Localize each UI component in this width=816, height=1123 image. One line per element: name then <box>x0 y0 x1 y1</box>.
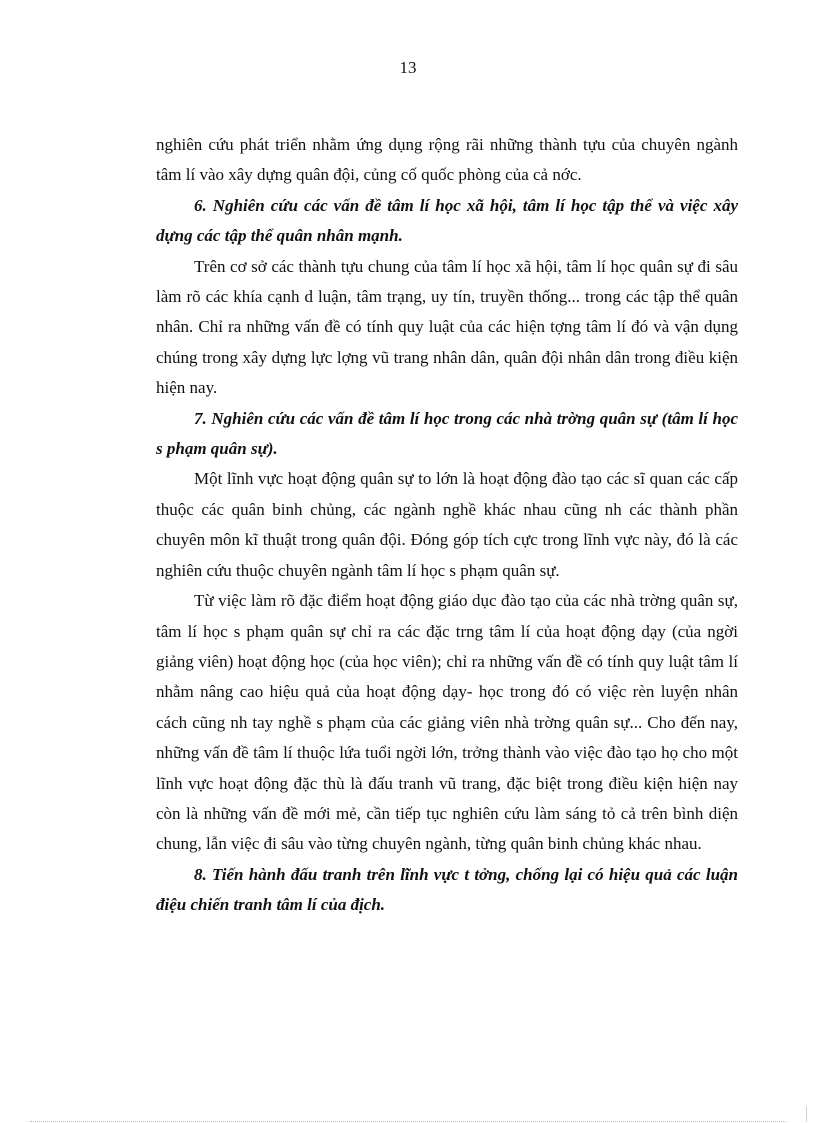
page-corner-mark <box>806 1106 807 1122</box>
paragraph-officer-training: Một lĩnh vực hoạt động quân sự to lớn là hoạt động đào tạo các sĩ quan các cấp thuộc các quân binh chủng, các ngành nghề khác nhau cũng nh các thành phần chuyên môn kĩ thuật trong quân đội. Đóng góp tích cực trong lĩnh vực này, đó là các nghiên cứu thuộc chuyên ngành tâm lí học s phạm quân sự. <box>156 469 738 580</box>
page-number: 13 <box>399 58 417 77</box>
document-body <box>156 130 738 921</box>
paragraph-continuation: nghiên cứu phát triển nhằm ứng dụng rộng rãi những thành tựu của chuyên ngành tâm lí vào xây dựng quân đội, củng cố quốc phòng của cả nớc. <box>156 135 738 185</box>
paragraph-pedagogy: Từ việc làm rõ đặc điểm hoạt động giáo dục đào tạo của các nhà trờng quân sự, tâm lí học s phạm quân sự chỉ ra các đặc trng tâm lí của hoạt động dạy (của ngời giảng viên) hoạt động học (của học viên); chỉ ra những vấn đề có tính quy luật tâm lí nhằm nâng cao hiệu quả của hoạt động dạy- học trong đó có việc rèn luyện nhân cách cũng nh tay nghề s phạm của các giảng viên nhà trờng quân sự... Cho đến nay, những vấn đề tâm lí thuộc lứa tuổi ngời lớn, trởng thành vào việc đào tạo họ cho một lĩnh vực hoạt động đặc thù là đấu tranh vũ trang, đặc biệt trong điều kiện hiện nay còn là những vấn đề mới mẻ, cần tiếp tục nghiên cứu làm sáng tỏ cả trên bình diện chung, lẫn việc đi sâu vào từng chuyên ngành, từng quân binh chủng khác nhau. <box>156 591 738 854</box>
paragraph-social-psychology: Trên cơ sở các thành tựu chung của tâm lí học xã hội, tâm lí học quân sự đi sâu làm rõ các khía cạnh d luận, tâm trạng, uy tín, truyền thống... trong các tập thể quân nhân. Chỉ ra những vấn đề có tính quy luật của các hiện tợng tâm lí đó và vận dụng chúng trong xây dựng lực lợng vũ trang nhân dân, quân đội nhân dân trong điều kiện hiện nay. <box>156 256 738 398</box>
footer-divider <box>30 1121 786 1122</box>
section-heading-7: 7. Nghiên cứu các vấn đề tâm lí học trong các nhà trờng quân sự (tâm lí học s phạm quân sự). <box>156 408 738 459</box>
section-heading-6: 6. Nghiên cứu các vấn đề tâm lí học xã hội, tâm lí học tập thể và việc xây dựng các tập thể quân nhân mạnh. <box>156 195 738 246</box>
section-heading-8: 8. Tiến hành đấu tranh trên lĩnh vực t tởng, chống lại có hiệu quả các luận điệu chiến tranh tâm lí của địch. <box>156 864 738 915</box>
